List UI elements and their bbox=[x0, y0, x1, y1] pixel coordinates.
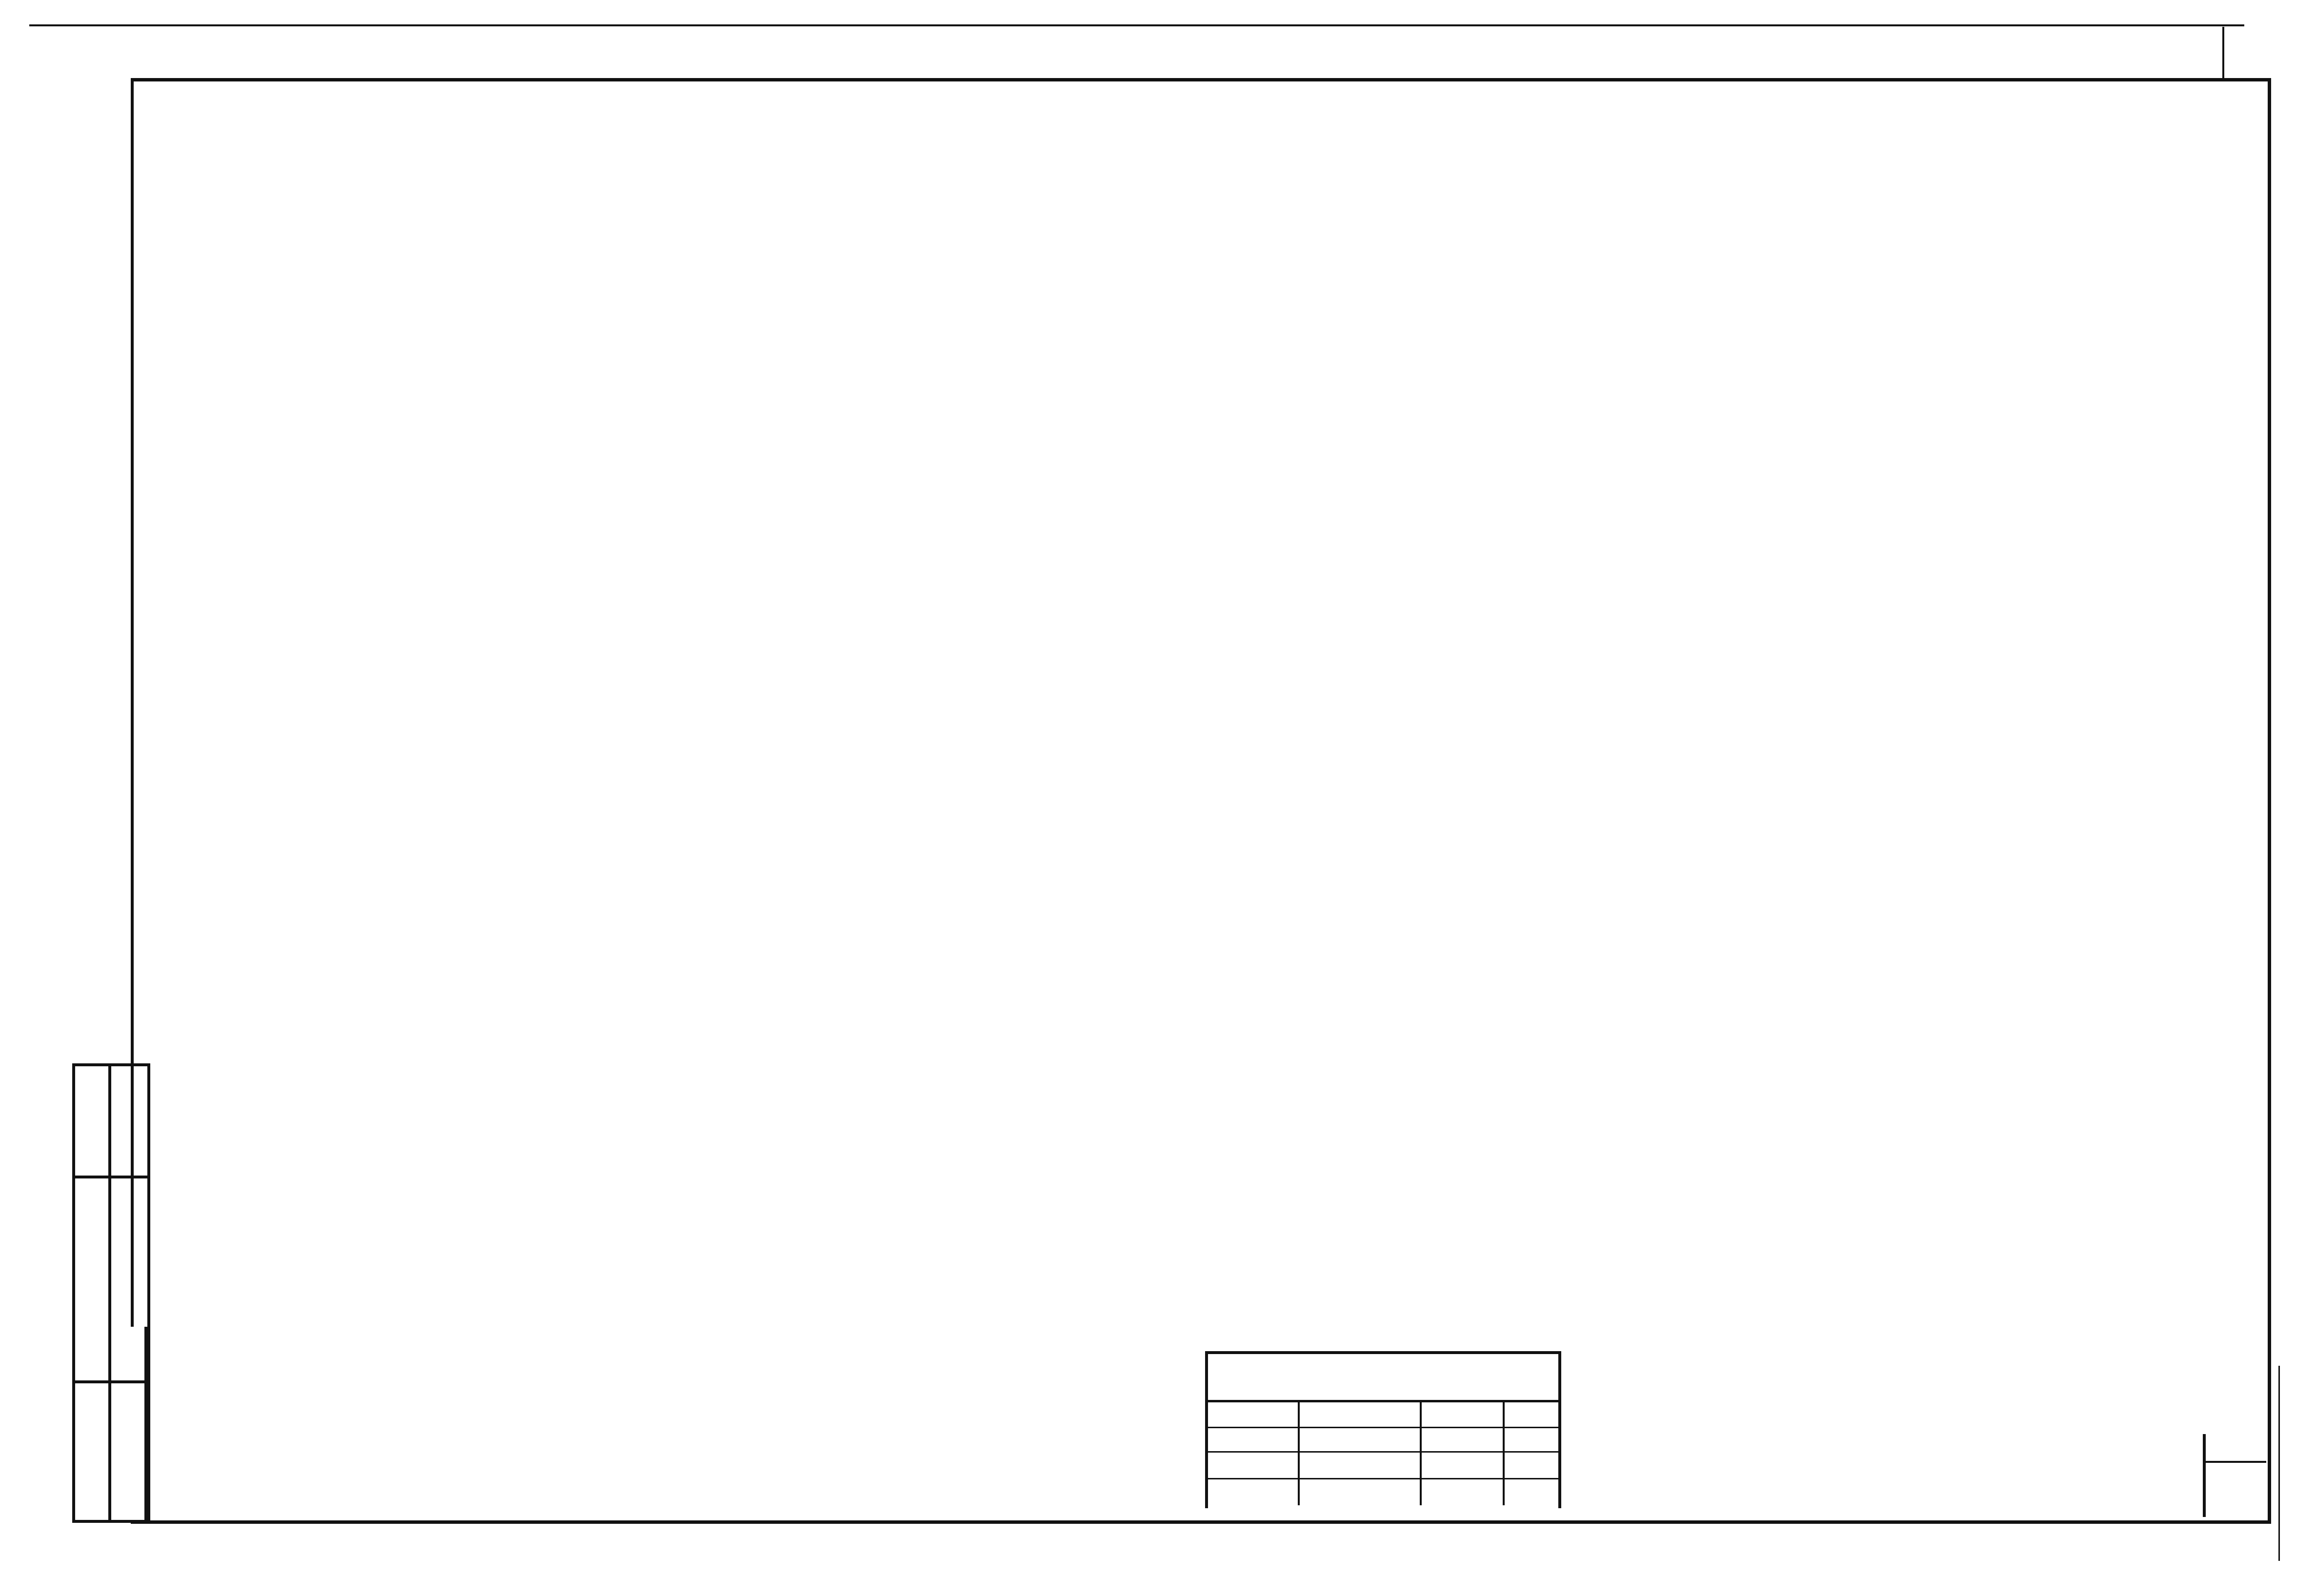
header-name-line3 bbox=[244, 187, 1151, 206]
header-quantity bbox=[2030, 117, 2137, 176]
header-maker-code bbox=[1512, 112, 1698, 185]
stamp-label-replaced-inv bbox=[76, 1066, 105, 1173]
header-price-unit bbox=[1893, 222, 2025, 241]
header-unit-name bbox=[1347, 156, 1427, 239]
stamp-label-signature-date bbox=[76, 1185, 105, 1371]
header-unit-code bbox=[1430, 156, 1508, 239]
header-name-line1 bbox=[244, 124, 1151, 144]
header-mass-unit bbox=[2142, 224, 2264, 244]
top-rule bbox=[29, 24, 2244, 26]
header-equipment-code bbox=[1703, 112, 1888, 185]
header-unit bbox=[1349, 80, 1510, 129]
sheet-frame bbox=[131, 78, 2271, 1524]
page-box-divider bbox=[2222, 27, 2224, 80]
privyazan-block bbox=[1205, 1351, 1561, 1508]
header-type bbox=[1159, 105, 1342, 241]
header-name-line2 bbox=[244, 145, 1151, 164]
header-price bbox=[1893, 120, 2025, 173]
stamp-label-original-inv bbox=[76, 1385, 105, 1512]
header-position bbox=[137, 112, 239, 234]
header-mass bbox=[2142, 102, 2264, 185]
album-label bbox=[27, 219, 66, 356]
